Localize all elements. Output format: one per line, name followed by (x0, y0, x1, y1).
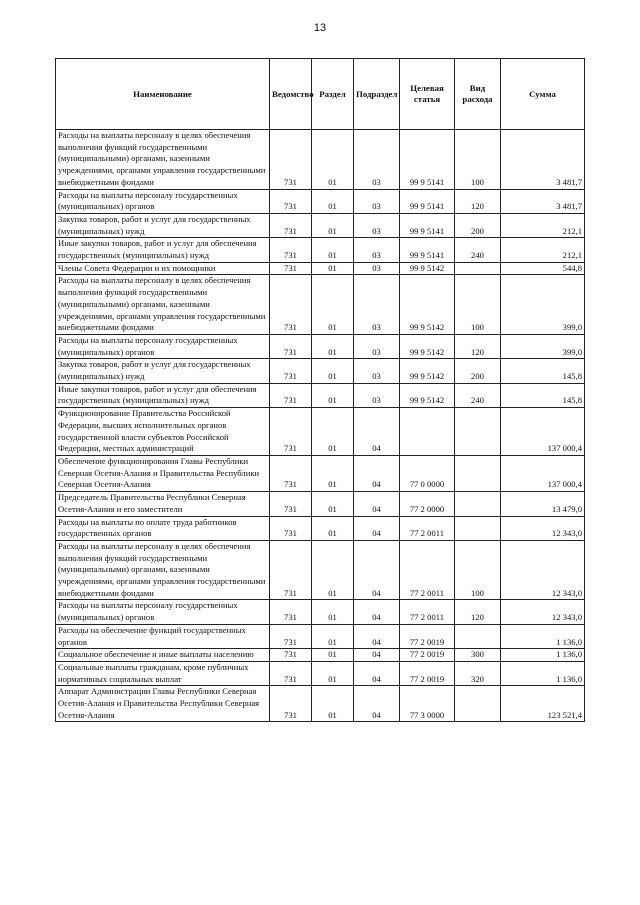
row-summa: 544,8 (501, 262, 585, 275)
row-vid (455, 408, 501, 456)
row-statya: 99 9 5141 (400, 213, 455, 237)
row-vid: 100 (455, 540, 501, 600)
row-statya (400, 408, 455, 456)
row-podrazdel: 04 (354, 686, 400, 722)
row-razdel: 01 (312, 686, 354, 722)
row-vid (455, 492, 501, 516)
row-podrazdel: 03 (354, 189, 400, 213)
row-summa: 399,0 (501, 334, 585, 358)
row-statya: 99 9 5142 (400, 359, 455, 383)
row-vid: 240 (455, 238, 501, 262)
table-row (56, 408, 585, 456)
table-row (56, 189, 585, 213)
row-summa: 13 479,0 (501, 492, 585, 516)
row-vid (455, 516, 501, 540)
header-podrazdel: Подраздел (354, 59, 400, 130)
row-vedomstvo: 731 (270, 624, 312, 648)
header-razdel: Раздел (312, 59, 354, 130)
table-row (56, 661, 585, 685)
row-vid: 240 (455, 383, 501, 407)
row-vid: 120 (455, 600, 501, 624)
row-statya: 77 2 0011 (400, 540, 455, 600)
row-name: Закупка товаров, работ и услуг для государственных (муниципальных) нужд (56, 213, 270, 237)
row-summa: 399,0 (501, 275, 585, 335)
row-podrazdel: 04 (354, 516, 400, 540)
row-podrazdel: 03 (354, 334, 400, 358)
row-name: Расходы на выплаты персоналу в целях обеспечения выполнения функций государственными (муниципальными) органами, казенными учреждениями, органами управления государственными внебюджетными фондами (56, 540, 270, 600)
row-razdel: 01 (312, 516, 354, 540)
row-razdel: 01 (312, 334, 354, 358)
row-statya: 99 9 5142 (400, 262, 455, 275)
row-podrazdel: 03 (354, 383, 400, 407)
row-vedomstvo: 731 (270, 492, 312, 516)
row-vid: 120 (455, 334, 501, 358)
row-vid: 320 (455, 661, 501, 685)
row-vedomstvo: 731 (270, 600, 312, 624)
row-podrazdel: 03 (354, 275, 400, 335)
row-razdel: 01 (312, 130, 354, 190)
row-razdel: 01 (312, 189, 354, 213)
row-statya: 77 2 0019 (400, 624, 455, 648)
table-row (56, 540, 585, 600)
row-name: Иные закупки товаров, работ и услуг для обеспечения государственных (муниципальных) нужд (56, 238, 270, 262)
row-name: Закупка товаров, работ и услуг для государственных (муниципальных) нужд (56, 359, 270, 383)
row-podrazdel: 03 (354, 238, 400, 262)
row-vedomstvo: 731 (270, 275, 312, 335)
row-name: Обеспечение функционирования Главы Республики Северная Осетия-Алания и Правительства Республики Северная Осетия-Алания (56, 455, 270, 491)
row-statya: 99 9 5142 (400, 334, 455, 358)
row-podrazdel: 04 (354, 408, 400, 456)
header-statya: Целевая статья (400, 59, 455, 130)
row-statya: 99 9 5141 (400, 189, 455, 213)
table-row (56, 600, 585, 624)
table-row (56, 213, 585, 237)
row-summa: 12 343,0 (501, 516, 585, 540)
row-razdel: 01 (312, 540, 354, 600)
row-vedomstvo: 731 (270, 516, 312, 540)
table-row (56, 686, 585, 722)
row-vid: 200 (455, 359, 501, 383)
row-vedomstvo: 731 (270, 359, 312, 383)
row-razdel: 01 (312, 238, 354, 262)
row-summa: 123 521,4 (501, 686, 585, 722)
row-podrazdel: 04 (354, 540, 400, 600)
row-razdel: 01 (312, 624, 354, 648)
table-row (56, 275, 585, 335)
header-summa: Сумма (501, 59, 585, 130)
row-vid (455, 686, 501, 722)
row-podrazdel: 04 (354, 455, 400, 491)
row-name: Расходы на обеспечение функций государственных органов (56, 624, 270, 648)
row-vid (455, 624, 501, 648)
row-statya: 77 3 0000 (400, 686, 455, 722)
row-summa: 12 343,0 (501, 540, 585, 600)
row-razdel: 01 (312, 661, 354, 685)
row-name: Социальные выплаты гражданам, кроме публичных нормативных социальных выплат (56, 661, 270, 685)
row-vid (455, 455, 501, 491)
row-vid: 100 (455, 275, 501, 335)
table-row (56, 262, 585, 275)
row-vid: 200 (455, 213, 501, 237)
row-summa: 1 136,0 (501, 661, 585, 685)
row-statya: 77 2 0011 (400, 600, 455, 624)
row-podrazdel: 03 (354, 262, 400, 275)
table-row (56, 238, 585, 262)
row-vedomstvo: 731 (270, 130, 312, 190)
row-statya: 77 2 0019 (400, 649, 455, 662)
row-summa: 212,1 (501, 238, 585, 262)
row-razdel: 01 (312, 275, 354, 335)
row-podrazdel: 04 (354, 661, 400, 685)
table-row (56, 624, 585, 648)
row-vedomstvo: 731 (270, 262, 312, 275)
row-vedomstvo: 731 (270, 334, 312, 358)
row-statya: 77 2 0019 (400, 661, 455, 685)
row-summa: 145,8 (501, 383, 585, 407)
row-summa: 137 000,4 (501, 408, 585, 456)
row-podrazdel: 03 (354, 130, 400, 190)
row-statya: 77 2 0011 (400, 516, 455, 540)
row-statya: 99 9 5141 (400, 238, 455, 262)
table-row (56, 383, 585, 407)
row-razdel: 01 (312, 492, 354, 516)
row-razdel: 01 (312, 455, 354, 491)
row-vedomstvo: 731 (270, 213, 312, 237)
row-razdel: 01 (312, 213, 354, 237)
row-name: Расходы на выплаты персоналу в целях обеспечения выполнения функций государственными (муниципальными) органами, казенными учреждениями, органами управления государственными внебюджетными фондами (56, 130, 270, 190)
row-summa: 3 481,7 (501, 189, 585, 213)
row-name: Иные закупки товаров, работ и услуг для обеспечения государственных (муниципальных) нужд (56, 383, 270, 407)
row-vedomstvo: 731 (270, 383, 312, 407)
row-vedomstvo: 731 (270, 455, 312, 491)
row-razdel: 01 (312, 359, 354, 383)
row-summa: 1 136,0 (501, 649, 585, 662)
row-razdel: 01 (312, 262, 354, 275)
row-summa: 145,8 (501, 359, 585, 383)
table-row (56, 334, 585, 358)
row-podrazdel: 03 (354, 359, 400, 383)
row-summa: 3 481,7 (501, 130, 585, 190)
row-podrazdel: 03 (354, 213, 400, 237)
table-row (56, 649, 585, 662)
row-name: Аппарат Администрации Главы Республики Северная Осетия-Алания и Правительства Республики Северная Осетия-Алания (56, 686, 270, 722)
row-name: Расходы на выплаты персоналу государственных (муниципальных) органов (56, 189, 270, 213)
row-name: Социальное обеспечение и иные выплаты населению (56, 649, 270, 662)
header-vedomstvo: Ведомство (270, 59, 312, 130)
header-vid: Вид расхода (455, 59, 501, 130)
row-razdel: 01 (312, 649, 354, 662)
row-name: Члены Совета Федерации и их помощники (56, 262, 270, 275)
row-vid: 120 (455, 189, 501, 213)
row-name: Расходы на выплаты персоналу государственных (муниципальных) органов (56, 334, 270, 358)
row-podrazdel: 04 (354, 492, 400, 516)
row-statya: 99 9 5142 (400, 383, 455, 407)
table-row (56, 516, 585, 540)
row-vedomstvo: 731 (270, 408, 312, 456)
row-podrazdel: 04 (354, 600, 400, 624)
row-statya: 99 9 5142 (400, 275, 455, 335)
row-vedomstvo: 731 (270, 540, 312, 600)
row-statya: 99 9 5141 (400, 130, 455, 190)
header-row (56, 59, 585, 130)
table-row (56, 455, 585, 491)
row-name: Расходы на выплаты персоналу государственных (муниципальных) органов (56, 600, 270, 624)
row-razdel: 01 (312, 600, 354, 624)
row-vedomstvo: 731 (270, 661, 312, 685)
row-name: Функционирование Правительства Российской Федерации, высших исполнительных органов государственной власти субъектов Российской Федерации, местных администраций (56, 408, 270, 456)
row-name: Расходы на выплаты персоналу в целях обеспечения выполнения функций государственными (муниципальными) органами, казенными учреждениями, органами управления государственными внебюджетными фондами (56, 275, 270, 335)
row-statya: 77 2 0000 (400, 492, 455, 516)
page-number: 13 (313, 22, 327, 34)
table-row (56, 359, 585, 383)
row-name: Председатель Правительства Республики Северная Осетия-Алания и его заместители (56, 492, 270, 516)
row-vid (455, 262, 501, 275)
row-razdel: 01 (312, 383, 354, 407)
row-vedomstvo: 731 (270, 189, 312, 213)
row-summa: 137 000,4 (501, 455, 585, 491)
table-row (56, 130, 585, 190)
row-summa: 1 136,0 (501, 624, 585, 648)
row-razdel: 01 (312, 408, 354, 456)
row-podrazdel: 04 (354, 624, 400, 648)
header-name: Наименование (56, 59, 270, 130)
row-statya: 77 0 0000 (400, 455, 455, 491)
row-vid: 300 (455, 649, 501, 662)
row-vedomstvo: 731 (270, 649, 312, 662)
row-vid: 100 (455, 130, 501, 190)
row-summa: 212,1 (501, 213, 585, 237)
row-name: Расходы на выплаты по оплате труда работников государственных органов (56, 516, 270, 540)
row-podrazdel: 04 (354, 649, 400, 662)
row-vedomstvo: 731 (270, 686, 312, 722)
budget-table (55, 58, 585, 722)
row-vedomstvo: 731 (270, 238, 312, 262)
row-summa: 12 343,0 (501, 600, 585, 624)
table-row (56, 492, 585, 516)
